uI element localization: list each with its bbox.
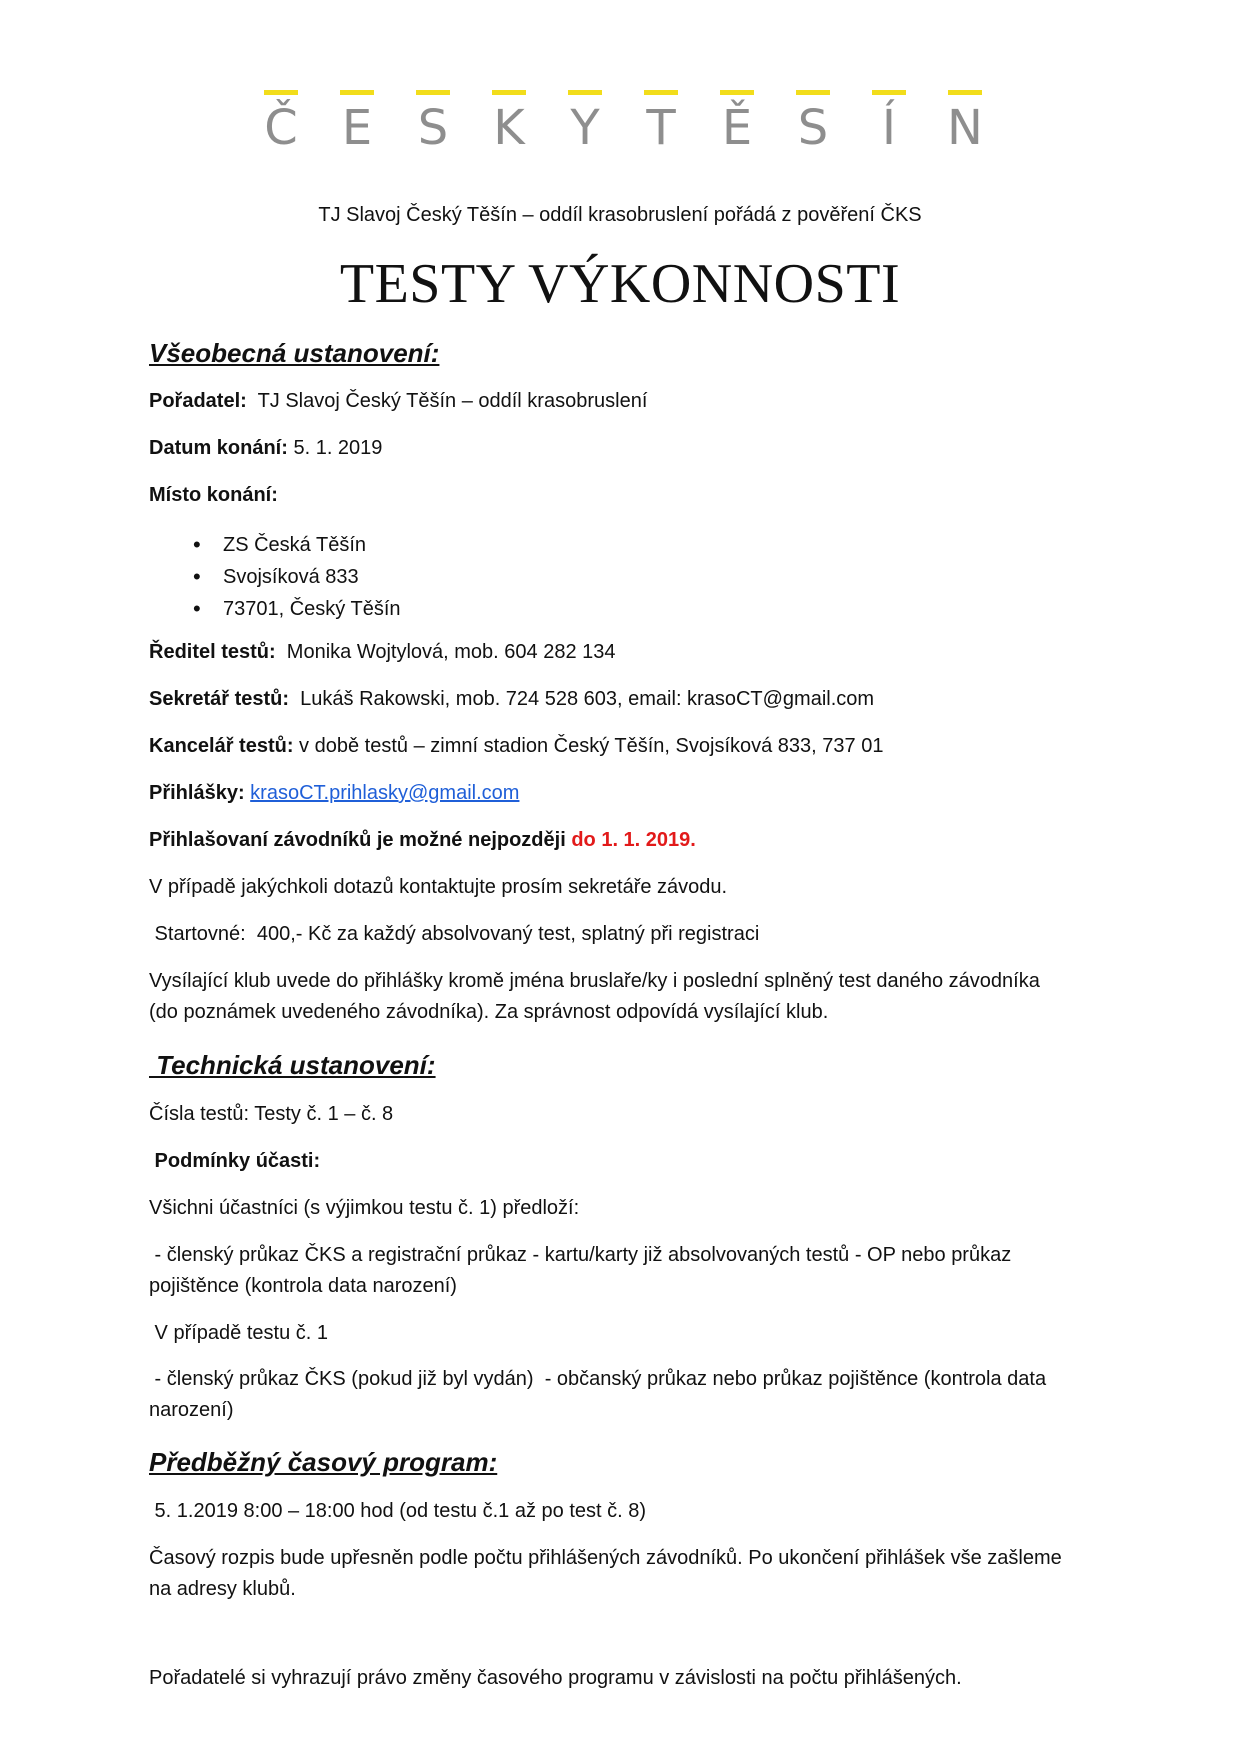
test1-line-2: narození)	[149, 1399, 234, 1421]
club-line-1: Vysílající klub uvede do přihlášky kromě jména bruslaře/ky i poslední splněný test daného závodníka	[149, 970, 1040, 992]
logo-letter: Í	[881, 100, 897, 150]
organizer-line	[149, 386, 647, 416]
deadline-date: do 1. 1. 2019.	[571, 829, 696, 851]
director-line	[149, 637, 616, 667]
applications-line	[149, 778, 519, 808]
applications-label: Přihlášky:	[149, 782, 245, 804]
all-participants-line: Všichni účastníci (s výjimkou testu č. 1) předloží:	[149, 1197, 580, 1219]
list-item: • Svojsíková 833	[149, 561, 401, 593]
office-label: Kancelář testů:	[149, 735, 294, 757]
office-line	[149, 731, 883, 761]
logo-accent-bar	[416, 90, 450, 95]
logo-accent-bar	[948, 90, 982, 95]
test1-line-1: - členský průkaz ČKS (pokud již byl vydán) - občanský průkaz nebo průkaz pojištěnce (kontrola data	[149, 1368, 1047, 1390]
organizer-label: Pořadatel:	[149, 390, 247, 412]
test1-label: V případě testu č. 1	[149, 1322, 328, 1344]
section-heading-general: Všeobecná ustanovení:	[149, 338, 440, 368]
program-note-line-2: na adresy klubů.	[149, 1578, 296, 1600]
logo-accent-bar	[796, 90, 830, 95]
logo-letter: N	[947, 100, 983, 150]
test-numbers-line: Čísla testů: Testy č. 1 – č. 8	[149, 1103, 394, 1125]
schedule-line: 5. 1.2019 8:00 – 18:00 hod (od testu č.1 až po test č. 8)	[149, 1500, 647, 1522]
conditions-label: Podmínky účasti:	[149, 1150, 321, 1172]
office-value: v době testů – zimní stadion Český Těšín, Svojsíková 833, 737 01	[293, 735, 884, 757]
director-value: Monika Wojtylová, mob. 604 282 134	[275, 641, 616, 663]
section-heading-technical: Technická ustanovení:	[149, 1050, 436, 1080]
logo-accent-bar	[264, 90, 298, 95]
director-label: Ředitel testů:	[149, 641, 276, 663]
docs-line-1: - členský průkaz ČKS a registrační průkaz - kartu/karty již absolvovaných testů - OP nebo průkaz	[149, 1244, 1012, 1266]
place-list	[149, 529, 401, 625]
questions-line: V případě jakýchkoli dotazů kontaktujte prosím sekretáře závodu.	[149, 876, 728, 898]
deadline-text: Přihlašovaní závodníků je možné nejpozději	[149, 829, 572, 851]
reserve-line: Pořadatelé si vyhrazují právo změny časového programu v závislosti na počtu přihlášených.	[149, 1667, 962, 1689]
logo-letter: T	[646, 100, 676, 150]
club-line-2: (do poznámek uvedeného závodníka). Za správnost odpovídá vysílající klub.	[149, 1001, 829, 1023]
list-item: • 73701, Český Těšín	[149, 593, 401, 625]
list-item: • ZS Česká Těšín	[149, 529, 401, 561]
page-title: TESTY VÝKONNOSTI	[339, 253, 901, 315]
date-label: Datum konání:	[149, 437, 288, 459]
docs-line-2: pojištěnce (kontrola data narození)	[149, 1275, 457, 1297]
logo-accent-bar	[872, 90, 906, 95]
logo-letter: S	[417, 100, 449, 150]
logo-letter: Ě	[721, 100, 753, 150]
logo-letter: Č	[264, 100, 298, 150]
logo-accent-bar	[568, 90, 602, 95]
intro-line: TJ Slavoj Český Těšín – oddíl krasobruslení pořádá z pověření ČKS	[318, 204, 922, 226]
logo-letter: S	[797, 100, 829, 150]
logo-accent-bar	[492, 90, 526, 95]
logo-accent-bar	[340, 90, 374, 95]
secretary-line	[149, 684, 874, 714]
applications-email-link[interactable]: krasoCT.prihlasky@gmail.com	[250, 782, 520, 804]
logo-accent-bar	[720, 90, 754, 95]
deadline-line	[149, 825, 696, 855]
place-label: Místo konání:	[149, 484, 278, 506]
logo-letter: E	[341, 100, 373, 150]
cesky-tesin-logo	[243, 88, 1003, 150]
date-value: 5. 1. 2019	[287, 437, 383, 459]
secretary-value: Lukáš Rakowski, mob. 724 528 603, email: krasoCT@gmail.com	[289, 688, 875, 710]
secretary-label: Sekretář testů:	[149, 688, 290, 710]
logo-letter: K	[493, 100, 525, 150]
logo-letter: Y	[570, 100, 600, 150]
program-note-line-1: Časový rozpis bude upřesněn podle počtu přihlášených závodníků. Po ukončení přihlášek vše zašleme	[149, 1547, 1062, 1569]
date-line	[149, 433, 382, 463]
fee-line: Startovné: 400,- Kč za každý absolvovaný test, splatný při registraci	[149, 923, 760, 945]
logo-accent-bar	[644, 90, 678, 95]
organizer-value: TJ Slavoj Český Těšín – oddíl krasobruslení	[246, 390, 648, 412]
section-heading-program: Předběžný časový program:	[149, 1447, 498, 1477]
